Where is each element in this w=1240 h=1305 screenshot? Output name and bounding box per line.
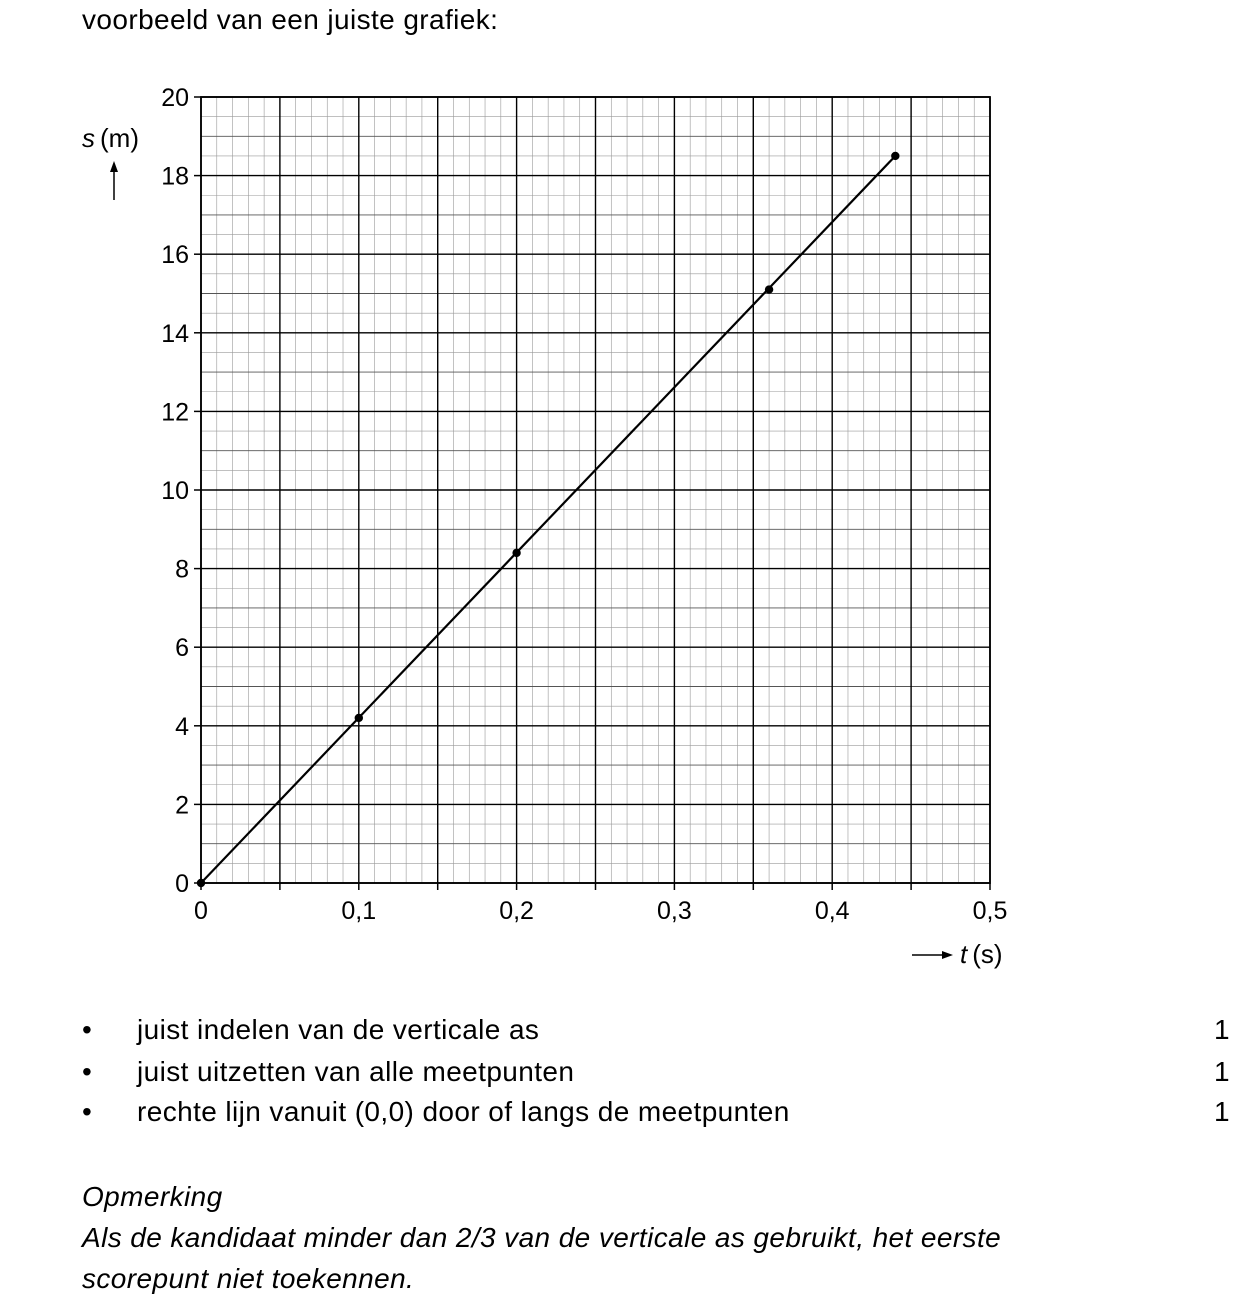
y-tick-label: 10 (161, 477, 189, 505)
bullet: • (82, 1096, 93, 1127)
remark-line: scorepunt niet toekennen. (82, 1263, 415, 1294)
criterion-score: 1 (1214, 1014, 1230, 1045)
intro-text: voorbeeld van een juiste grafiek: (82, 4, 499, 35)
y-tick-label: 6 (175, 634, 189, 663)
y-tick-label: 2 (175, 791, 189, 820)
axes (194, 97, 990, 890)
bullet: • (82, 1014, 93, 1045)
remark-line: Als de kandidaat minder dan 2/3 van de verticale as gebruikt, het eerste (82, 1222, 1002, 1253)
data-point (197, 879, 205, 887)
bullet: • (82, 1056, 93, 1087)
x-axis-label: t (s) (960, 939, 1003, 969)
criterion-item (0, 1014, 1240, 1054)
y-tick-label: 20 (161, 84, 189, 112)
y-tick-label: 12 (161, 398, 189, 427)
data-point (765, 285, 773, 293)
remark (82, 1176, 1202, 1299)
x-tick-label: 0,2 (499, 897, 534, 925)
criterion-text: rechte lijn vanuit (0,0) door of langs de meetpunten (137, 1096, 790, 1127)
criterion-item (0, 1096, 1240, 1136)
y-axis-arrow-icon (110, 161, 118, 200)
tick-labels (161, 84, 1007, 925)
y-tick-label: 14 (161, 319, 189, 348)
x-axis-arrow-icon (912, 951, 953, 959)
data-point (512, 549, 520, 557)
y-tick-label: 4 (175, 712, 189, 741)
criterion-score: 1 (1214, 1056, 1230, 1087)
y-axis-label: s (m) (82, 123, 139, 153)
criterion-text: juist uitzetten van alle meetpunten (137, 1056, 575, 1087)
remark-heading: Opmerking (82, 1181, 223, 1212)
criterion-item (0, 1056, 1240, 1096)
criterion-score: 1 (1214, 1096, 1230, 1127)
x-tick-label: 0 (194, 897, 208, 925)
data-point (891, 152, 899, 160)
criterion-text: juist indelen van de verticale as (137, 1014, 540, 1045)
data-point (355, 714, 363, 722)
y-tick-label: 0 (175, 870, 189, 898)
x-tick-label: 0,3 (657, 897, 692, 925)
y-tick-label: 18 (161, 162, 189, 191)
y-tick-label: 8 (175, 555, 189, 584)
x-tick-label: 0,1 (341, 897, 377, 925)
x-tick-label: 0,5 (972, 897, 1008, 925)
x-tick-label: 0,4 (814, 897, 850, 925)
y-tick-label: 16 (161, 241, 189, 270)
